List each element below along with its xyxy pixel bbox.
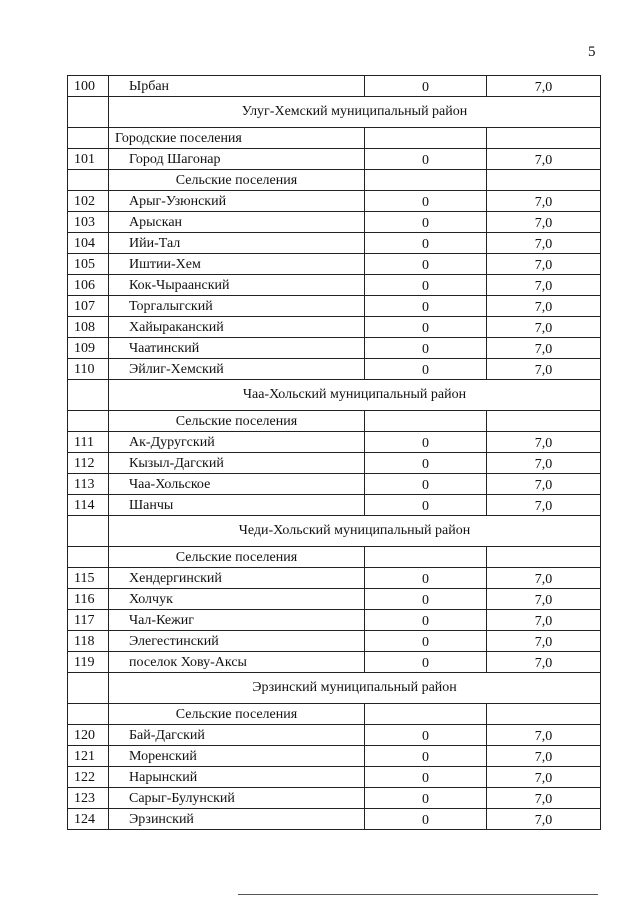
settlement-name: поселок Хову-Аксы <box>109 652 365 673</box>
row-number-empty <box>68 380 109 411</box>
row-number-empty <box>68 97 109 128</box>
row-number: 116 <box>68 589 109 610</box>
table-row <box>68 495 601 516</box>
row-number: 110 <box>68 359 109 380</box>
row-number-empty <box>68 673 109 704</box>
settlement-group-row <box>68 704 601 725</box>
value-2: 7,0 <box>487 474 601 495</box>
value-1: 0 <box>365 359 487 380</box>
value-1: 0 <box>365 589 487 610</box>
settlement-name: Кок-Чыраанский <box>109 275 365 296</box>
value-2: 7,0 <box>487 338 601 359</box>
district-title: Чаа-Хольский муниципальный район <box>109 380 601 411</box>
settlement-name: Ийи-Тал <box>109 233 365 254</box>
value-2: 7,0 <box>487 767 601 788</box>
row-number: 113 <box>68 474 109 495</box>
settlement-name: Элегестинский <box>109 631 365 652</box>
row-number: 107 <box>68 296 109 317</box>
value-2: 7,0 <box>487 788 601 809</box>
value-1: 0 <box>365 788 487 809</box>
value-1: 0 <box>365 317 487 338</box>
settlement-group-label: Сельские поселения <box>109 547 365 568</box>
value-2: 7,0 <box>487 589 601 610</box>
table-row <box>68 767 601 788</box>
settlement-group-row <box>68 411 601 432</box>
row-number: 120 <box>68 725 109 746</box>
value-1: 0 <box>365 453 487 474</box>
settlement-name: Холчук <box>109 589 365 610</box>
settlement-name: Бай-Дагский <box>109 725 365 746</box>
page-number: 5 <box>588 44 596 60</box>
table-row <box>68 317 601 338</box>
row-number: 111 <box>68 432 109 453</box>
district-title: Улуг-Хемский муниципальный район <box>109 97 601 128</box>
value-2: 7,0 <box>487 359 601 380</box>
row-number: 101 <box>68 149 109 170</box>
table-row <box>68 631 601 652</box>
value-1: 0 <box>365 254 487 275</box>
row-number-empty <box>68 170 109 191</box>
settlement-group-label: Сельские поселения <box>109 170 365 191</box>
footer-rule <box>238 894 598 895</box>
row-number: 117 <box>68 610 109 631</box>
value-1: 0 <box>365 746 487 767</box>
value-1: 0 <box>365 76 487 97</box>
settlement-name: Арыскан <box>109 212 365 233</box>
value-1: 0 <box>365 338 487 359</box>
table-row <box>68 338 601 359</box>
table-row <box>68 191 601 212</box>
value-1: 0 <box>365 149 487 170</box>
value-1: 0 <box>365 474 487 495</box>
value-2: 7,0 <box>487 652 601 673</box>
value-1: 0 <box>365 296 487 317</box>
row-number: 122 <box>68 767 109 788</box>
district-header-row <box>68 97 601 128</box>
table-row <box>68 149 601 170</box>
settlement-name: Чаа-Хольское <box>109 474 365 495</box>
table-row <box>68 589 601 610</box>
table-row <box>68 212 601 233</box>
district-title: Чеди-Хольский муниципальный район <box>109 516 601 547</box>
settlement-name: Чаатинский <box>109 338 365 359</box>
settlement-name: Эрзинский <box>109 809 365 830</box>
table-row <box>68 809 601 830</box>
settlement-name: Арыг-Узюнский <box>109 191 365 212</box>
value-2: 7,0 <box>487 275 601 296</box>
row-number: 100 <box>68 76 109 97</box>
settlement-group-row <box>68 128 601 149</box>
settlement-group-row <box>68 547 601 568</box>
value-1: 0 <box>365 568 487 589</box>
value-2: 7,0 <box>487 568 601 589</box>
settlement-name: Ырбан <box>109 76 365 97</box>
value-2-empty <box>487 704 601 725</box>
value-2: 7,0 <box>487 809 601 830</box>
table-row <box>68 254 601 275</box>
value-1: 0 <box>365 275 487 296</box>
value-2: 7,0 <box>487 296 601 317</box>
row-number: 105 <box>68 254 109 275</box>
row-number-empty <box>68 704 109 725</box>
value-2: 7,0 <box>487 233 601 254</box>
value-2: 7,0 <box>487 317 601 338</box>
table-row <box>68 610 601 631</box>
settlement-group-label: Сельские поселения <box>109 704 365 725</box>
value-2: 7,0 <box>487 432 601 453</box>
district-header-row <box>68 516 601 547</box>
value-1: 0 <box>365 725 487 746</box>
value-1: 0 <box>365 432 487 453</box>
value-2: 7,0 <box>487 453 601 474</box>
row-number-empty <box>68 411 109 432</box>
row-number: 118 <box>68 631 109 652</box>
value-1-empty <box>365 128 487 149</box>
table-row <box>68 296 601 317</box>
row-number-empty <box>68 128 109 149</box>
settlement-name: Город Шагонар <box>109 149 365 170</box>
table-row <box>68 275 601 296</box>
table-row <box>68 474 601 495</box>
settlement-group-label: Городские поселения <box>109 128 365 149</box>
row-number: 119 <box>68 652 109 673</box>
table-row <box>68 76 601 97</box>
row-number: 115 <box>68 568 109 589</box>
value-1: 0 <box>365 495 487 516</box>
value-2: 7,0 <box>487 76 601 97</box>
value-2-empty <box>487 170 601 191</box>
value-2: 7,0 <box>487 610 601 631</box>
settlement-name: Сарыг-Булунский <box>109 788 365 809</box>
settlement-group-row <box>68 170 601 191</box>
settlement-name: Чал-Кежиг <box>109 610 365 631</box>
row-number: 106 <box>68 275 109 296</box>
row-number: 104 <box>68 233 109 254</box>
row-number: 124 <box>68 809 109 830</box>
value-2-empty <box>487 547 601 568</box>
settlement-name: Кызыл-Дагский <box>109 453 365 474</box>
settlement-name: Ак-Дуругский <box>109 432 365 453</box>
table-row <box>68 453 601 474</box>
row-number: 123 <box>68 788 109 809</box>
settlement-name: Торгалыгский <box>109 296 365 317</box>
value-1: 0 <box>365 191 487 212</box>
value-2-empty <box>487 411 601 432</box>
settlement-name: Иштии-Хем <box>109 254 365 275</box>
district-header-row <box>68 673 601 704</box>
municipal-rates-table <box>67 75 601 830</box>
value-2: 7,0 <box>487 495 601 516</box>
settlement-name: Эйлиг-Хемский <box>109 359 365 380</box>
settlement-name: Шанчы <box>109 495 365 516</box>
value-2: 7,0 <box>487 725 601 746</box>
value-1: 0 <box>365 212 487 233</box>
value-1-empty <box>365 411 487 432</box>
settlement-name: Хендергинский <box>109 568 365 589</box>
value-1: 0 <box>365 652 487 673</box>
table-row <box>68 746 601 767</box>
district-header-row <box>68 380 601 411</box>
table-row <box>68 233 601 254</box>
row-number: 121 <box>68 746 109 767</box>
value-2: 7,0 <box>487 191 601 212</box>
value-2-empty <box>487 128 601 149</box>
value-2: 7,0 <box>487 746 601 767</box>
settlement-name: Хайыраканский <box>109 317 365 338</box>
value-2: 7,0 <box>487 631 601 652</box>
table-row <box>68 568 601 589</box>
row-number: 112 <box>68 453 109 474</box>
settlement-name: Моренский <box>109 746 365 767</box>
table-body <box>68 76 601 830</box>
table-row <box>68 725 601 746</box>
row-number: 109 <box>68 338 109 359</box>
table-row <box>68 432 601 453</box>
table-row <box>68 652 601 673</box>
row-number: 114 <box>68 495 109 516</box>
value-1-empty <box>365 704 487 725</box>
settlement-name: Нарынский <box>109 767 365 788</box>
table-row <box>68 788 601 809</box>
value-1: 0 <box>365 631 487 652</box>
row-number: 108 <box>68 317 109 338</box>
row-number: 103 <box>68 212 109 233</box>
row-number: 102 <box>68 191 109 212</box>
value-1-empty <box>365 170 487 191</box>
value-2: 7,0 <box>487 149 601 170</box>
value-2: 7,0 <box>487 212 601 233</box>
row-number-empty <box>68 547 109 568</box>
value-1: 0 <box>365 233 487 254</box>
value-1-empty <box>365 547 487 568</box>
district-title: Эрзинский муниципальный район <box>109 673 601 704</box>
value-1: 0 <box>365 809 487 830</box>
table-row <box>68 359 601 380</box>
row-number-empty <box>68 516 109 547</box>
value-2: 7,0 <box>487 254 601 275</box>
value-1: 0 <box>365 767 487 788</box>
value-1: 0 <box>365 610 487 631</box>
settlement-group-label: Сельские поселения <box>109 411 365 432</box>
